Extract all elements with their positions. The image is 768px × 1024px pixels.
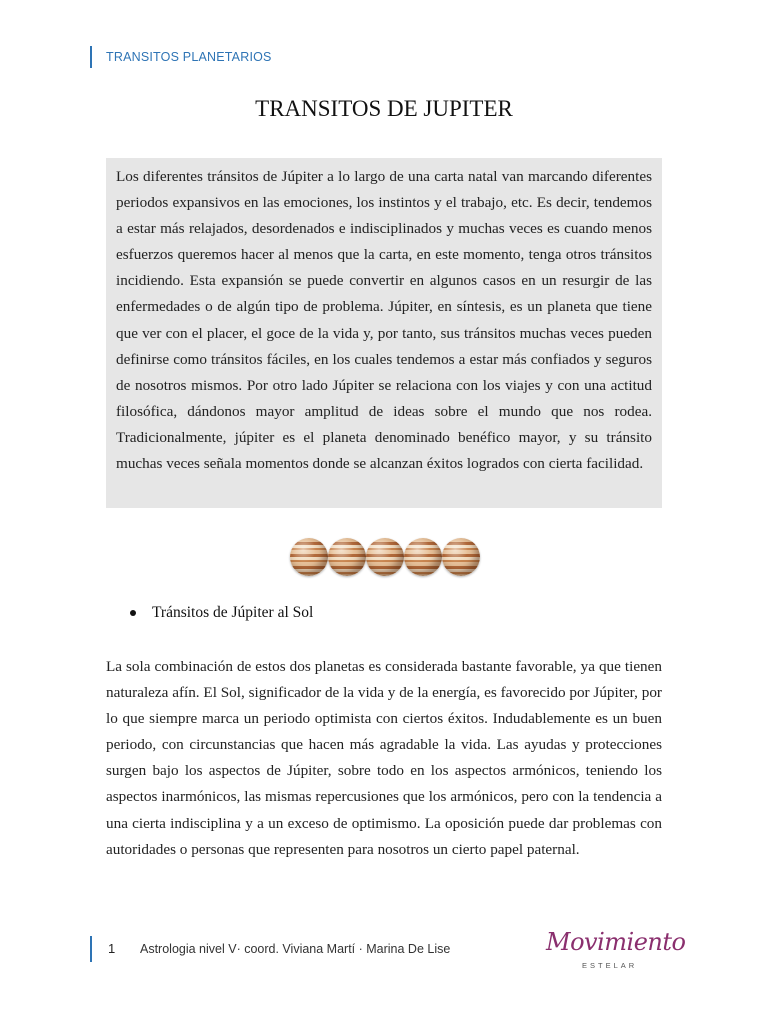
section-body: La sola combinación de estos dos planetas es considerada bastante favorable, ya que tienen naturaleza afín. El Sol, significador de la vida y de la energía, es favorecido por Júpiter, por lo que siempre marca un periodo optimista con ciertos éxitos. Indudablemente es un buen periodo, con circunstancias que hacen más agradable la vida. Las ayudas y protecciones surgen bajo los aspectos de Júpiter, sobre todo en los aspectos armónicos, teniendo los aspectos inarmónicos, las mismas repercusiones que los armónicos, pero con la tendencia a una cierta indisciplina y a un exceso de optimismo. La oposición puede dar problemas con autoridades o personas que representen para nosotros un cierto papel paternal.	[106, 658, 662, 858]
section-heading-text: Tránsitos de Júpiter al Sol	[152, 604, 314, 621]
jupiter-planet-icon	[290, 538, 328, 576]
footer-text: Astrologia nivel V· coord. Viviana Martí · Marina De Lise	[140, 942, 451, 956]
intro-box	[106, 158, 662, 508]
brand-logo	[546, 928, 686, 976]
logo-subtitle: ESTELAR	[582, 961, 638, 970]
page-footer	[90, 936, 450, 962]
jupiter-planet-icon	[404, 538, 442, 576]
section-header-title: TRANSITOS PLANETARIOS	[106, 50, 272, 64]
page-header	[90, 46, 272, 68]
page-number: 1	[108, 941, 116, 956]
intro-paragraph: Los diferentes tránsitos de Júpiter a lo largo de una carta natal van marcando diferentes periodos expansivos en las emociones, los instintos y el trabajo, etc. Es decir, tendemos a estar más relajados, desordenados e indisciplinados y muchas veces es cuando menos esfuerzos queremos hacer al menos que la carta, en este momento, tenga otros tránsitos incidiendo. Esta expansión se puede convertir en algunos casos en un resurgir de las enfermedades o de algún tipo de problema. Júpiter, en síntesis, es un planeta que tiene que ver con el placer, el goce de la vida y, por tanto, sus tránsitos muchas veces pueden definirse como tránsitos fáciles, en los cuales tendemos a estar más confiados y seguros de nosotros mismos. Por otro lado Júpiter se relaciona con los viajes y con una actitud filosófica, dándonos mayor amplitud de ideas sobre el mundo que nos rodea. Tradicionalmente, júpiter es el planeta denominado benéfico mayor, y su tránsito muchas veces señala momentos donde se alcanzan éxitos logrados con cierta facilidad.	[116, 168, 652, 473]
bullet-icon	[130, 610, 136, 616]
jupiter-planet-icon	[328, 538, 366, 576]
logo-script: Movimiento	[546, 928, 686, 956]
jupiter-planet-icon	[366, 538, 404, 576]
jupiter-planet-icon	[442, 538, 480, 576]
page-title: TRANSITOS DE JUPITER	[255, 96, 513, 121]
planet-decoration	[290, 538, 480, 578]
section-heading	[130, 604, 313, 622]
